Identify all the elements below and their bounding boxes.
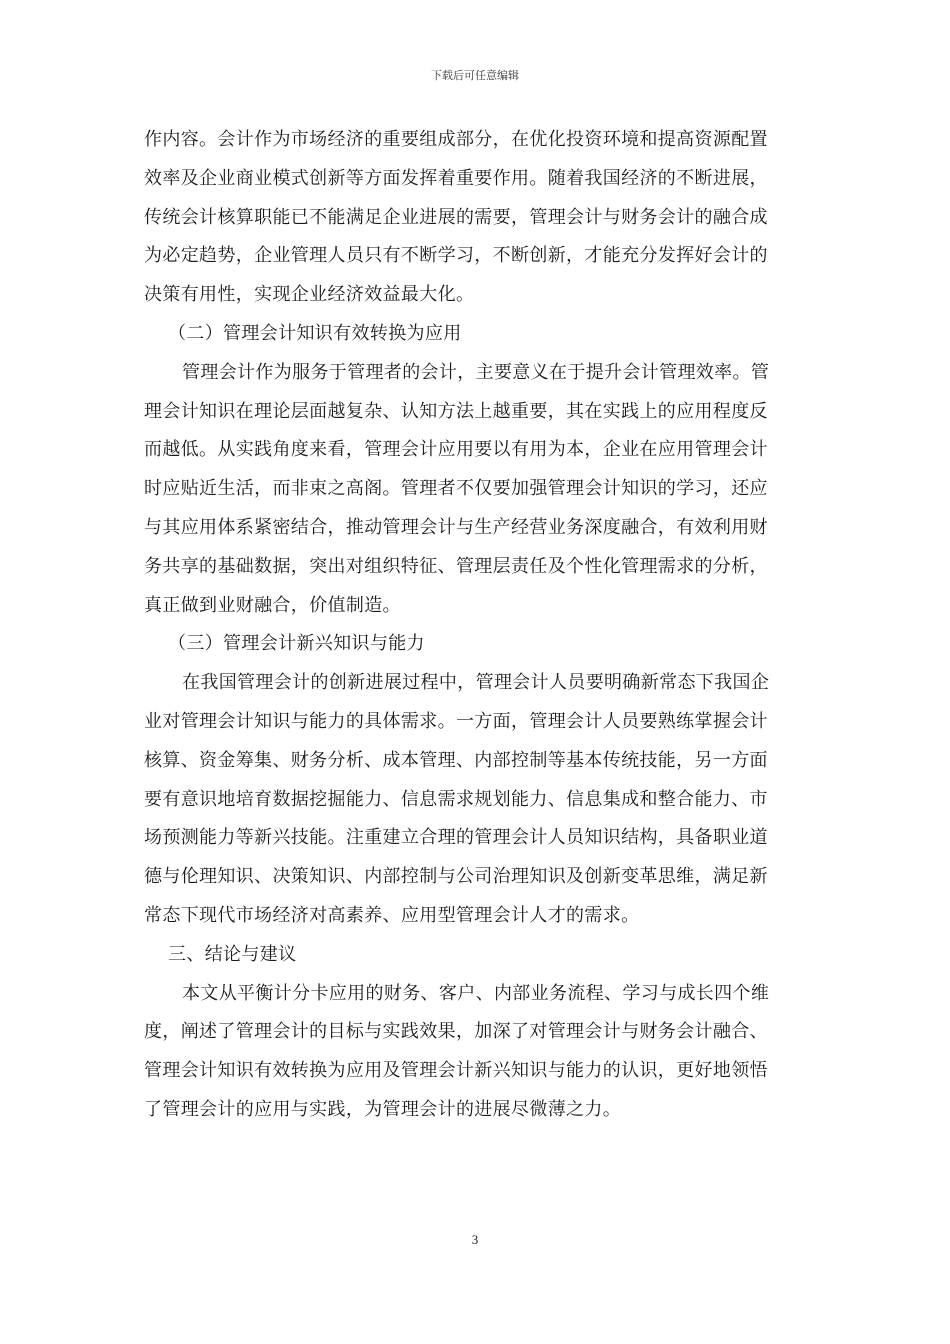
text-line: 了管理会计的应用与实践，为管理会计的进展尽微薄之力。 [144,1098,622,1120]
text-line: 真正做到业财融合，价值制造。 [144,594,401,616]
text-line: 效率及企业商业模式创新等方面发挥着重要作用。随着我国经济的不断进展， [144,167,768,189]
paragraph [144,121,808,315]
text-line: 务共享的基础数据，突出对组织特征、管理层责任及个性化管理需求的分析， [144,555,768,577]
paragraph [144,354,808,626]
text-line: 为必定趋势，企业管理人员只有不断学习，不断创新，才能充分发挥好会计的 [144,245,768,267]
text-line: 要有意识地培育数据挖掘能力、信息需求规划能力、信息集成和整合能力、市 [144,788,768,810]
text-line: 德与伦理知识、决策知识、内部控制与公司治理知识及创新变革思维，满足新 [144,866,768,888]
paragraph [144,664,808,936]
page-number: 3 [471,1232,479,1247]
text-line: 决策有用性，实现企业经济效益最大化。 [144,284,475,306]
subsection-heading: （二）管理会计知识有效转换为应用 [168,322,462,344]
subsection-heading: （三）管理会计新兴知识与能力 [168,633,425,655]
text-line: 本文从平衡计分卡应用的财务、客户、内部业务流程、学习与成长四个维 [182,982,770,1004]
page-header: 下载后可任意编辑 [431,69,519,82]
text-line: 管理会计知识有效转换为应用及管理会计新兴知识与能力的认识，更好地领悟 [144,1060,768,1082]
text-line: 作内容。会计作为市场经济的重要组成部分，在优化投资环境和提高资源配置 [144,129,768,150]
text-line: 核算、资金筹集、财务分析、成本管理、内部控制等基本传统技能，另一方面 [144,749,768,771]
section-heading: 三、结论与建议 [168,943,297,965]
text-line: 传统会计核算职能已不能满足企业进展的需要，管理会计与财务会计的融合成 [144,206,768,228]
text-line: 业对管理会计知识与能力的具体需求。一方面，管理会计人员要熟练掌握会计 [144,710,768,732]
text-line: 度，阐述了管理会计的目标与实践效果，加深了对管理会计与财务会计融合、 [144,1021,768,1043]
text-line: 常态下现代市场经济对高素养、应用型管理会计人才的需求。 [144,904,640,926]
text-line: 管理会计作为服务于管理者的会计，主要意义在于提升会计管理效率。管 [182,361,770,383]
paragraph [144,975,808,1130]
text-line: 时应贴近生活，而非束之高阁。管理者不仅要加强管理会计知识的学习，还应 [144,478,768,500]
text-line: 场预测能力等新兴技能。注重建立合理的管理会计人员知识结构，具备职业道 [144,827,768,849]
text-line: 理会计知识在理论层面越复杂、认知方法上越重要，其在实践上的应用程度反 [144,400,768,422]
text-line: 而越低。从实践角度来看，管理会计应用要以有用为本，企业在应用管理会计 [144,439,768,461]
text-line: 与其应用体系紧密结合，推动管理会计与生产经营业务深度融合，有效利用财 [144,516,768,538]
text-line: 在我国管理会计的创新进展过程中，管理会计人员要明确新常态下我国企 [182,672,770,694]
document-body [144,121,808,1130]
